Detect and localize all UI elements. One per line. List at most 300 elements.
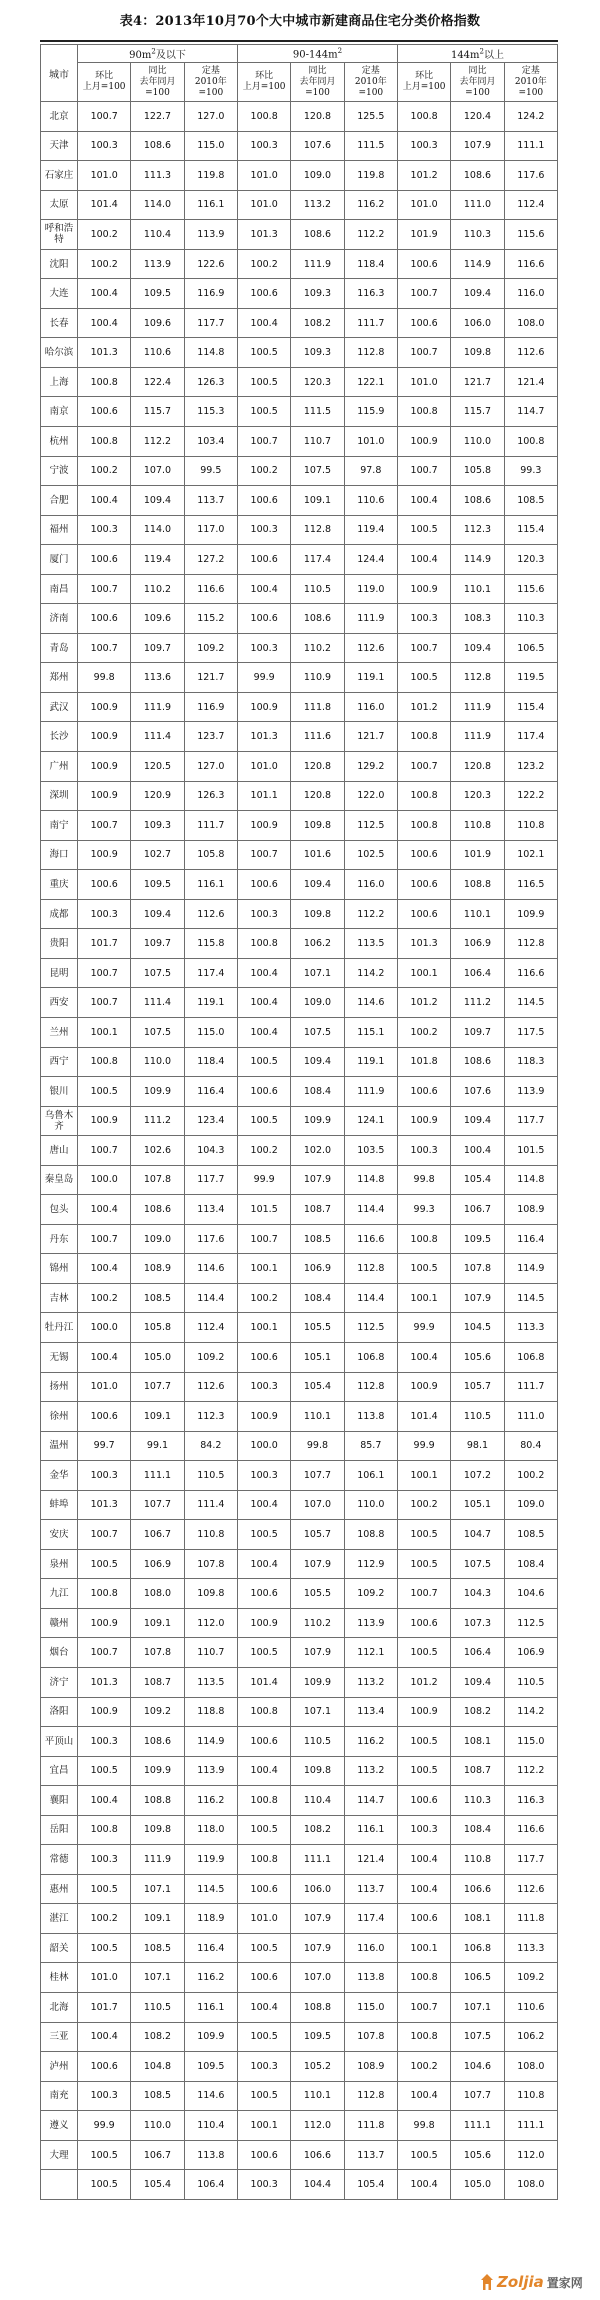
value-cell: 116.2: [344, 190, 397, 220]
group-header-medium: $90-144m^2$: [237, 45, 397, 63]
value-cell: 100.6: [237, 1077, 290, 1107]
value-cell: 118.4: [184, 1047, 237, 1077]
value-cell: 100.6: [397, 1608, 450, 1638]
value-cell: 109.2: [184, 1342, 237, 1372]
value-cell: 109.9: [291, 1106, 344, 1136]
value-cell: 112.8: [344, 338, 397, 368]
value-cell: 116.6: [504, 958, 557, 988]
value-cell: 100.4: [237, 1017, 290, 1047]
value-cell: 111.4: [131, 988, 184, 1018]
value-cell: 116.6: [344, 1224, 397, 1254]
city-cell: 韶关: [41, 1933, 78, 1963]
value-cell: 107.5: [291, 1017, 344, 1047]
value-cell: 104.7: [451, 1520, 504, 1550]
value-cell: 100.7: [397, 1993, 450, 2023]
value-cell: 108.5: [131, 1283, 184, 1313]
value-cell: 100.2: [78, 1904, 131, 1934]
table-row: [41, 1431, 558, 1461]
value-cell: 111.5: [291, 397, 344, 427]
value-cell: 100.5: [78, 1874, 131, 1904]
value-cell: 107.0: [291, 1490, 344, 1520]
value-cell: 109.0: [504, 1490, 557, 1520]
value-cell: 104.3: [184, 1136, 237, 1166]
value-cell: 114.9: [504, 1254, 557, 1284]
value-cell: 101.2: [397, 161, 450, 191]
value-cell: 107.9: [291, 1933, 344, 1963]
value-cell: 100.1: [397, 1283, 450, 1313]
value-cell: 124.4: [344, 545, 397, 575]
value-cell: 105.4: [451, 1165, 504, 1195]
value-cell: 123.7: [184, 722, 237, 752]
value-cell: 110.2: [291, 633, 344, 663]
value-cell: 116.4: [184, 1933, 237, 1963]
value-cell: 100.5: [78, 1933, 131, 1963]
value-cell: 99.8: [397, 2111, 450, 2141]
value-cell: 120.8: [451, 752, 504, 782]
value-cell: 111.1: [504, 2111, 557, 2141]
value-cell: 100.8: [237, 1786, 290, 1816]
value-cell: 101.5: [237, 1195, 290, 1225]
value-cell: 116.3: [344, 279, 397, 309]
value-cell: 100.7: [397, 338, 450, 368]
city-cell: 泸州: [41, 2052, 78, 2082]
value-cell: 101.3: [78, 1490, 131, 1520]
value-cell: 112.9: [344, 1549, 397, 1579]
value-cell: 118.9: [184, 1904, 237, 1934]
value-cell: 100.4: [78, 486, 131, 516]
table-row: [41, 1756, 558, 1786]
value-cell: 101.0: [397, 367, 450, 397]
value-cell: 100.4: [78, 1254, 131, 1284]
value-cell: 105.5: [291, 1313, 344, 1343]
value-cell: 106.9: [131, 1549, 184, 1579]
value-cell: 110.3: [504, 604, 557, 634]
value-cell: 115.6: [504, 220, 557, 250]
table-row: [41, 811, 558, 841]
value-cell: 100.3: [78, 131, 131, 161]
value-cell: 107.5: [451, 2022, 504, 2052]
value-cell: 99.8: [397, 1165, 450, 1195]
city-cell: 济宁: [41, 1667, 78, 1697]
city-cell: 沈阳: [41, 249, 78, 279]
table-row: [41, 1520, 558, 1550]
table-row: [41, 899, 558, 929]
value-cell: 100.9: [78, 840, 131, 870]
value-cell: 100.3: [397, 1815, 450, 1845]
value-cell: 117.7: [504, 1106, 557, 1136]
table-row: [41, 958, 558, 988]
price-index-table: [40, 44, 558, 2200]
table-row: [41, 1313, 558, 1343]
table-row: [41, 1106, 558, 1136]
value-cell: 111.9: [291, 249, 344, 279]
value-cell: 120.4: [451, 102, 504, 132]
value-cell: 100.4: [397, 486, 450, 516]
value-cell: 117.4: [184, 958, 237, 988]
value-cell: 111.0: [504, 1402, 557, 1432]
value-cell: 110.8: [504, 811, 557, 841]
watermark-suffix: 置家网: [546, 2275, 583, 2290]
table-row: [41, 1077, 558, 1107]
table-row: [41, 1490, 558, 1520]
value-cell: 108.8: [344, 1520, 397, 1550]
value-cell: 100.2: [397, 1490, 450, 1520]
value-cell: 109.4: [451, 1106, 504, 1136]
value-cell: 122.2: [504, 781, 557, 811]
value-cell: 108.6: [291, 604, 344, 634]
value-cell: 110.8: [451, 811, 504, 841]
value-cell: 101.0: [78, 1963, 131, 1993]
city-cell: 长春: [41, 308, 78, 338]
table-row: [41, 1254, 558, 1284]
value-cell: 112.5: [344, 1313, 397, 1343]
value-cell: 100.5: [397, 663, 450, 693]
value-cell: 100.8: [397, 2022, 450, 2052]
value-cell: 114.2: [504, 1697, 557, 1727]
value-cell: 110.1: [291, 1402, 344, 1432]
value-cell: 107.1: [451, 1993, 504, 2023]
value-cell: 100.5: [397, 1520, 450, 1550]
value-cell: 100.6: [237, 1579, 290, 1609]
table-row: [41, 574, 558, 604]
value-cell: 106.2: [291, 929, 344, 959]
table-row: [41, 1815, 558, 1845]
value-cell: 103.5: [344, 1136, 397, 1166]
value-cell: 113.4: [344, 1697, 397, 1727]
city-cell: 大理: [41, 2140, 78, 2170]
value-cell: 116.1: [184, 1993, 237, 2023]
value-cell: 110.5: [131, 1993, 184, 2023]
subheader-cell: [397, 63, 450, 102]
value-cell: 107.7: [291, 1461, 344, 1491]
value-cell: 109.1: [131, 1904, 184, 1934]
value-cell: 100.3: [237, 1372, 290, 1402]
value-cell: 116.0: [344, 1933, 397, 1963]
value-cell: 116.2: [344, 1727, 397, 1757]
value-cell: 100.9: [78, 722, 131, 752]
value-cell: 101.9: [397, 220, 450, 250]
value-cell: 100.6: [78, 604, 131, 634]
value-cell: 108.7: [291, 1195, 344, 1225]
value-cell: 119.8: [184, 161, 237, 191]
value-cell: 107.5: [451, 1549, 504, 1579]
value-cell: 112.6: [184, 1372, 237, 1402]
value-cell: 100.4: [237, 1756, 290, 1786]
value-cell: 108.2: [291, 308, 344, 338]
value-cell: 113.9: [184, 220, 237, 250]
value-cell: 99.9: [397, 1431, 450, 1461]
value-cell: 98.1: [451, 1431, 504, 1461]
value-cell: 100.4: [397, 1342, 450, 1372]
value-cell: 100.4: [78, 1342, 131, 1372]
value-cell: 113.5: [344, 929, 397, 959]
value-cell: 105.1: [291, 1342, 344, 1372]
table-row: [41, 781, 558, 811]
value-cell: 108.9: [131, 1254, 184, 1284]
value-cell: 100.9: [78, 1106, 131, 1136]
table-row: [41, 2081, 558, 2111]
value-cell: 108.0: [504, 308, 557, 338]
value-cell: 117.6: [504, 161, 557, 191]
value-cell: 110.1: [451, 574, 504, 604]
value-cell: 100.3: [237, 2052, 290, 2082]
table-row: [41, 1549, 558, 1579]
city-cell: 兰州: [41, 1017, 78, 1047]
value-cell: 119.0: [344, 574, 397, 604]
value-cell: 103.4: [184, 427, 237, 457]
city-cell: 泉州: [41, 1549, 78, 1579]
value-cell: 100.3: [237, 515, 290, 545]
value-cell: 109.2: [131, 1697, 184, 1727]
value-cell: 108.4: [451, 1815, 504, 1845]
value-cell: 110.4: [291, 1786, 344, 1816]
value-cell: 101.0: [237, 1904, 290, 1934]
value-cell: 106.6: [451, 1874, 504, 1904]
city-cell: 三亚: [41, 2022, 78, 2052]
value-cell: 113.7: [344, 1874, 397, 1904]
value-cell: 100.8: [78, 1047, 131, 1077]
value-cell: 114.6: [344, 988, 397, 1018]
value-cell: 126.3: [184, 367, 237, 397]
house-logo-icon: [480, 2273, 494, 2291]
value-cell: 112.8: [344, 1372, 397, 1402]
value-cell: 109.5: [184, 2052, 237, 2082]
value-cell: 101.3: [237, 722, 290, 752]
value-cell: 100.4: [397, 2170, 450, 2200]
value-cell: 107.8: [131, 1638, 184, 1668]
value-cell: 100.6: [237, 486, 290, 516]
table-row: [41, 1697, 558, 1727]
value-cell: 80.4: [504, 1431, 557, 1461]
value-cell: 109.2: [184, 633, 237, 663]
value-cell: 100.6: [397, 1077, 450, 1107]
value-cell: 100.7: [237, 1224, 290, 1254]
value-cell: 112.5: [504, 1608, 557, 1638]
table-row: [41, 840, 558, 870]
value-cell: 113.9: [184, 1756, 237, 1786]
value-cell: 109.0: [291, 988, 344, 1018]
value-cell: 100.3: [397, 1136, 450, 1166]
value-cell: 99.8: [78, 663, 131, 693]
value-cell: 101.2: [397, 692, 450, 722]
value-cell: 100.6: [237, 1342, 290, 1372]
city-cell: 石家庄: [41, 161, 78, 191]
city-cell: 遵义: [41, 2111, 78, 2141]
city-cell: 海口: [41, 840, 78, 870]
table-row: [41, 1372, 558, 1402]
value-cell: 108.7: [451, 1756, 504, 1786]
value-cell: 110.7: [184, 1638, 237, 1668]
value-cell: 107.5: [131, 1017, 184, 1047]
value-cell: 120.9: [131, 781, 184, 811]
value-cell: 108.6: [291, 220, 344, 250]
value-cell: 108.1: [451, 1727, 504, 1757]
value-cell: 109.3: [291, 338, 344, 368]
city-cell: 安庆: [41, 1520, 78, 1550]
value-cell: 100.6: [78, 397, 131, 427]
value-cell: 115.0: [344, 1993, 397, 2023]
value-cell: 114.8: [184, 338, 237, 368]
value-cell: 111.9: [344, 604, 397, 634]
value-cell: 120.3: [504, 545, 557, 575]
value-cell: 100.6: [397, 870, 450, 900]
value-cell: 110.5: [504, 1667, 557, 1697]
table-row: [41, 1136, 558, 1166]
value-cell: 110.2: [131, 574, 184, 604]
value-cell: 123.2: [504, 752, 557, 782]
value-cell: 109.4: [131, 899, 184, 929]
value-cell: 106.8: [504, 1342, 557, 1372]
city-cell: 厦门: [41, 545, 78, 575]
value-cell: 100.8: [237, 1697, 290, 1727]
value-cell: 117.4: [504, 722, 557, 752]
value-cell: 116.2: [184, 1963, 237, 1993]
value-cell: 107.1: [291, 958, 344, 988]
value-cell: 100.9: [78, 692, 131, 722]
value-cell: 100.6: [397, 308, 450, 338]
city-cell: 郑州: [41, 663, 78, 693]
value-cell: 111.9: [451, 722, 504, 752]
value-cell: 107.7: [131, 1372, 184, 1402]
value-cell: 114.8: [344, 1165, 397, 1195]
value-cell: 115.9: [344, 397, 397, 427]
table-row: [41, 988, 558, 1018]
value-cell: 109.0: [131, 1224, 184, 1254]
city-cell: 湛江: [41, 1904, 78, 1934]
value-cell: 116.0: [344, 692, 397, 722]
value-cell: 110.5: [291, 1727, 344, 1757]
value-cell: 111.4: [184, 1490, 237, 1520]
page-title: 表4：2013年10月70个大中城市新建商品住宅分类价格指数: [119, 14, 481, 29]
value-cell: 120.3: [291, 367, 344, 397]
value-cell: 105.6: [451, 2140, 504, 2170]
value-cell: 116.1: [184, 190, 237, 220]
value-cell: 100.7: [78, 811, 131, 841]
value-cell: 109.0: [291, 161, 344, 191]
value-cell: 100.2: [237, 1283, 290, 1313]
value-cell: 108.2: [131, 2022, 184, 2052]
value-cell: 109.8: [291, 899, 344, 929]
value-cell: 109.4: [451, 1667, 504, 1697]
table-row: [41, 1017, 558, 1047]
value-cell: 113.6: [131, 663, 184, 693]
value-cell: 115.3: [184, 397, 237, 427]
table-row: [41, 1608, 558, 1638]
value-cell: 100.3: [237, 131, 290, 161]
table-row: [41, 131, 558, 161]
value-cell: 119.4: [131, 545, 184, 575]
value-cell: 105.8: [451, 456, 504, 486]
city-cell: 九江: [41, 1579, 78, 1609]
value-cell: 100.6: [78, 2052, 131, 2082]
value-cell: 100.6: [237, 1874, 290, 1904]
value-cell: 112.5: [344, 811, 397, 841]
value-cell: 114.8: [504, 1165, 557, 1195]
value-cell: 100.6: [397, 899, 450, 929]
value-cell: 100.5: [237, 1047, 290, 1077]
value-cell: 113.2: [344, 1756, 397, 1786]
value-cell: 108.6: [451, 486, 504, 516]
value-cell: 109.1: [131, 1402, 184, 1432]
value-cell: 107.8: [451, 1254, 504, 1284]
value-cell: 100.9: [397, 574, 450, 604]
value-cell: 111.3: [131, 161, 184, 191]
value-cell: 109.4: [291, 870, 344, 900]
value-cell: 108.3: [451, 604, 504, 634]
value-cell: 102.5: [344, 840, 397, 870]
value-cell: 110.0: [344, 1490, 397, 1520]
value-cell: 100.1: [397, 1933, 450, 1963]
subheader-base: 去年同月=100: [139, 76, 176, 98]
value-cell: 112.0: [504, 2140, 557, 2170]
value-cell: 100.4: [451, 1136, 504, 1166]
value-cell: 122.4: [131, 367, 184, 397]
value-cell: 100.5: [237, 1638, 290, 1668]
value-cell: 100.8: [78, 1815, 131, 1845]
value-cell: 100.9: [397, 1697, 450, 1727]
value-cell: 108.0: [504, 2170, 557, 2200]
value-cell: 109.9: [291, 1667, 344, 1697]
value-cell: 112.8: [504, 929, 557, 959]
value-cell: 121.7: [451, 367, 504, 397]
value-cell: 112.3: [451, 515, 504, 545]
value-cell: 107.8: [131, 1165, 184, 1195]
subheader-base: 2010年=100: [354, 76, 387, 98]
value-cell: 108.4: [291, 1283, 344, 1313]
table-row: [41, 427, 558, 457]
value-cell: 108.6: [131, 1727, 184, 1757]
value-cell: 100.9: [397, 1372, 450, 1402]
value-cell: 111.9: [131, 1845, 184, 1875]
table-row: [41, 929, 558, 959]
group-header-small: $90m^2$及以下: [78, 45, 238, 63]
table-row: [41, 870, 558, 900]
value-cell: 100.5: [78, 1077, 131, 1107]
value-cell: 100.3: [78, 899, 131, 929]
value-cell: 111.9: [344, 1077, 397, 1107]
table-row: [41, 190, 558, 220]
value-cell: 99.9: [78, 2111, 131, 2141]
city-cell: 丹东: [41, 1224, 78, 1254]
value-cell: 101.0: [78, 1372, 131, 1402]
value-cell: 85.7: [344, 1431, 397, 1461]
value-cell: 120.5: [131, 752, 184, 782]
value-cell: 116.9: [184, 279, 237, 309]
value-cell: 104.3: [451, 1579, 504, 1609]
value-cell: 109.4: [131, 486, 184, 516]
value-cell: 101.4: [78, 190, 131, 220]
top-rule: [40, 40, 558, 42]
value-cell: 124.1: [344, 1106, 397, 1136]
value-cell: 101.4: [397, 1402, 450, 1432]
value-cell: 109.6: [131, 604, 184, 634]
table-row: [41, 604, 558, 634]
value-cell: 100.5: [78, 1756, 131, 1786]
value-cell: 100.7: [78, 988, 131, 1018]
subheader-cell: [451, 63, 504, 102]
value-cell: 100.3: [397, 604, 450, 634]
value-cell: 101.3: [78, 1667, 131, 1697]
subheader-title: 同比: [148, 65, 167, 76]
value-cell: 100.4: [237, 308, 290, 338]
city-cell: 锦州: [41, 1254, 78, 1284]
value-cell: 100.8: [397, 781, 450, 811]
value-cell: 105.7: [291, 1520, 344, 1550]
value-cell: 100.8: [397, 1224, 450, 1254]
value-cell: 100.2: [78, 1283, 131, 1313]
value-cell: 100.6: [78, 870, 131, 900]
value-cell: 100.7: [78, 102, 131, 132]
